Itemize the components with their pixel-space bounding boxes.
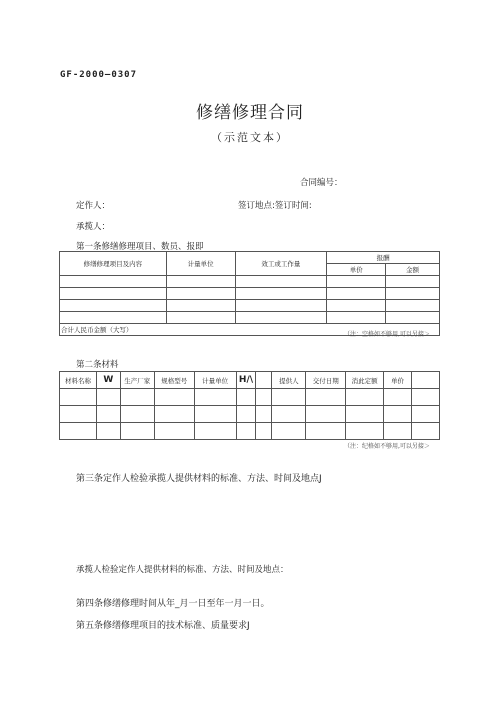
mat-col-h: H/\ (236, 372, 256, 389)
section2-heading: 第二条材料 (76, 360, 119, 370)
col-header-reward: 报酬 (327, 252, 440, 264)
table-row (60, 389, 440, 406)
table-row (60, 423, 440, 440)
mat-col-provider: 提供人 (272, 372, 306, 389)
mat-col-extra (412, 372, 440, 389)
mat-col-spec: 规格型号 (154, 372, 194, 389)
table-row (60, 312, 440, 324)
table-row (60, 276, 440, 288)
col-header-amount: 金额 (386, 264, 440, 276)
table-row (60, 288, 440, 300)
clause-5: 第五条修缮修理项目的技术标准、质量要求J (76, 621, 250, 631)
col-header-unit: 计量单位 (166, 252, 235, 276)
mat-col-price: 单价 (384, 372, 412, 389)
mat-col-blank (256, 372, 272, 389)
col-header-work: 效工或工作量 (235, 252, 327, 276)
page-title: 修缮修理合同 (196, 103, 304, 123)
col-header-price: 单价 (327, 264, 386, 276)
repair-items-table (59, 251, 440, 336)
total-amount-label: 合计人民币金额（大写） (60, 324, 440, 336)
place-time-label: 签订地点:签订时间: (238, 201, 312, 211)
mat-col-quota: 消此定额 (346, 372, 384, 389)
clause-contractor-check: 承揽人检验定作人提供材料的标准、方法、时间及地点： (76, 565, 289, 575)
client-label: 定作人： (76, 201, 111, 211)
mat-col-maker: 生产厂家 (120, 372, 154, 389)
col-header-item: 修缮修理项目及内容 (60, 252, 167, 276)
materials-table (59, 371, 440, 440)
clause-3: 第三条定作人检验承揽人提供材料的标准、方法、时间及地点J (76, 474, 322, 484)
clause-4: 第四条修缮修理时间从年_月一日至年一月一日。 (76, 599, 270, 609)
contractor-label: 承揽人： (76, 222, 111, 232)
mat-col-delivery: 交付日期 (306, 372, 346, 389)
table1-note: （注：空格如不够用,可以另接＞ (344, 331, 430, 338)
table-row (60, 300, 440, 312)
mat-col-name: 材料名称 (60, 372, 97, 389)
contract-no-label: 合同编号： (300, 178, 343, 188)
table2-note: （注：纪格如不够用,可以另接＞ (344, 443, 430, 450)
page-subtitle: （示范文本） (211, 131, 289, 144)
mat-col-unit: 计量单位 (194, 372, 236, 389)
table-row (60, 406, 440, 423)
form-code: GF-2000—0307 (60, 70, 138, 80)
mat-col-w: W (96, 372, 120, 389)
section1-heading: 第一条修缮修理项目、数员、报即 (76, 242, 204, 252)
